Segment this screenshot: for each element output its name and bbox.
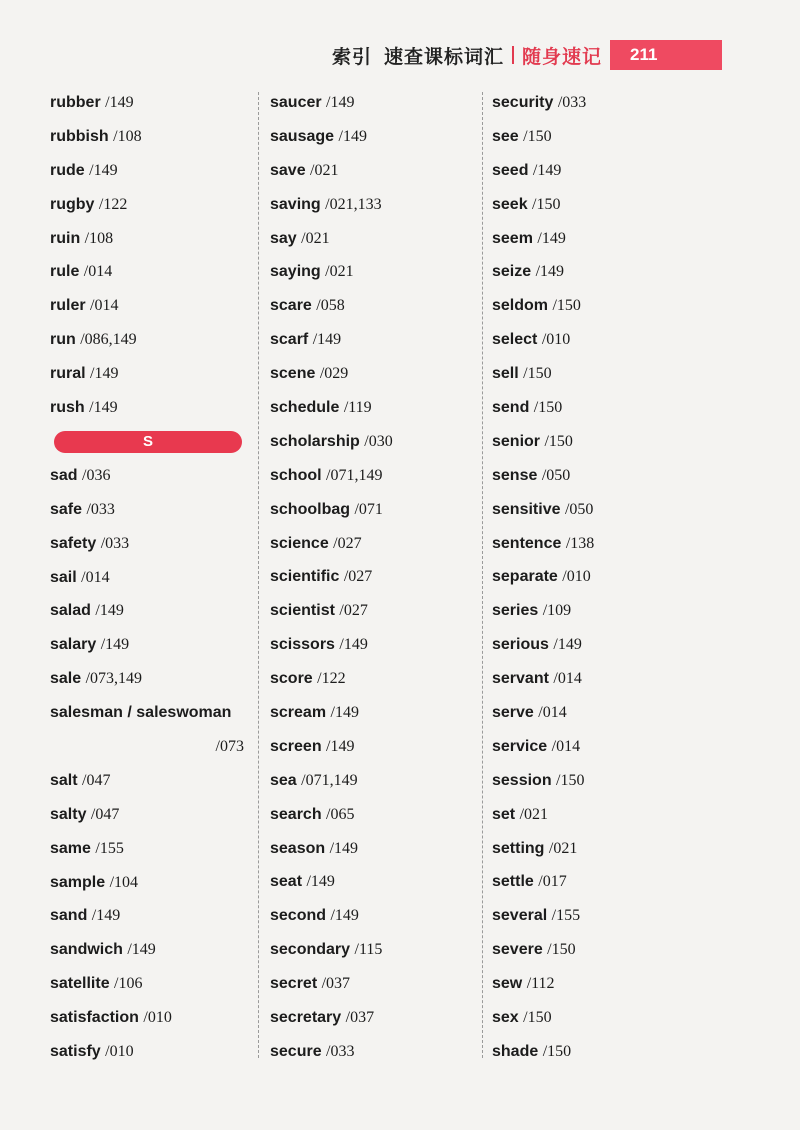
index-entry <box>492 255 712 289</box>
entry-pages: /010 <box>541 331 571 349</box>
index-entry <box>50 1035 250 1069</box>
index-entry <box>492 662 712 696</box>
index-entry <box>492 933 712 967</box>
entry-word: scare <box>270 297 312 315</box>
index-entry <box>492 391 712 425</box>
entry-pages: /149 <box>100 636 130 654</box>
entry-word: sand <box>50 907 88 925</box>
entry-word: salad <box>50 602 91 620</box>
entry-word: secretary <box>270 1009 342 1027</box>
index-entry <box>270 696 475 730</box>
entry-word: salary <box>50 636 97 654</box>
index-entry <box>270 188 475 222</box>
entry-pages: /149 <box>330 907 359 925</box>
index-entry <box>492 730 712 764</box>
entry-word: season <box>270 839 326 857</box>
entry-word: secondary <box>270 941 351 959</box>
entry-pages: /017 <box>538 873 567 891</box>
entry-pages: /037 <box>345 1009 375 1027</box>
header-subtitle: 随身速记 <box>521 46 602 68</box>
entry-pages: /014 <box>83 263 113 281</box>
entry-word: salesman / saleswoman <box>50 704 232 722</box>
entry-word: save <box>270 161 306 179</box>
index-entry <box>270 222 475 256</box>
entry-word: sausage <box>270 127 335 145</box>
header-title: 索引 <box>331 46 372 68</box>
index-entry <box>492 86 712 120</box>
index-entry <box>492 120 712 154</box>
index-entry <box>50 1001 250 1035</box>
index-entry <box>492 594 712 628</box>
entry-word: sensitive <box>492 500 561 518</box>
index-entry <box>492 527 712 561</box>
index-entry <box>50 798 250 832</box>
entry-word: same <box>50 839 91 857</box>
entry-word: safe <box>50 500 83 518</box>
entry-pages: /029 <box>319 365 349 383</box>
entry-word: sex <box>492 1009 519 1027</box>
entry-pages: /037 <box>321 975 351 993</box>
entry-pages: /021 <box>301 229 330 247</box>
entry-word: sea <box>270 771 297 789</box>
index-entry <box>270 391 475 425</box>
entry-word: saucer <box>270 94 322 111</box>
index-entry <box>50 120 250 154</box>
entry-word: ruler <box>50 297 86 315</box>
index-entry <box>270 493 475 527</box>
index-entry <box>492 967 712 1001</box>
index-entry <box>50 899 250 933</box>
entry-pages: /047 <box>90 805 120 823</box>
entry-word: session <box>492 771 552 789</box>
entry-pages: /115 <box>354 941 383 959</box>
index-entry <box>492 188 712 222</box>
entry-pages: /150 <box>533 399 563 417</box>
entry-word: rush <box>50 399 85 417</box>
page-number: 211 <box>630 45 658 64</box>
index-entry <box>270 798 475 832</box>
entry-word: scientist <box>270 602 335 620</box>
index-entry <box>492 899 712 933</box>
entry-word: rural <box>50 365 86 383</box>
entry-word: seem <box>492 229 533 247</box>
entry-pages: /086,149 <box>80 331 137 349</box>
page-number-tab <box>610 40 722 70</box>
entry-pages: /149 <box>105 94 134 111</box>
index-entry <box>50 764 250 798</box>
index-entry <box>270 1001 475 1035</box>
entry-word: sense <box>492 466 538 484</box>
index-entry <box>50 357 250 391</box>
entry-word: sandwich <box>50 941 123 959</box>
entry-pages: /065 <box>326 805 355 823</box>
index-entry <box>50 866 250 900</box>
index-entry <box>492 1001 712 1035</box>
entry-pages: /109 <box>542 602 572 620</box>
index-entry <box>50 832 250 866</box>
index-entry <box>270 832 475 866</box>
entry-word: scholarship <box>270 432 360 450</box>
entry-pages: /155 <box>551 907 581 925</box>
entry-word: rugby <box>50 195 95 213</box>
index-entry <box>50 222 250 256</box>
entry-pages: /030 <box>364 432 393 450</box>
entry-pages: /149 <box>95 602 124 620</box>
index-entry <box>50 561 250 595</box>
entry-word: say <box>270 229 297 247</box>
entry-pages: /014 <box>551 737 581 755</box>
index-entry <box>492 832 712 866</box>
entry-word: sale <box>50 670 82 688</box>
entry-word: run <box>50 331 76 349</box>
entry-word: setting <box>492 839 545 857</box>
index-entry <box>50 933 250 967</box>
entry-word: seldom <box>492 297 549 315</box>
entry-pages: /150 <box>556 771 585 789</box>
entry-word: sample <box>50 873 106 891</box>
entry-word: serve <box>492 704 534 722</box>
entry-pages: /014 <box>538 704 567 722</box>
entry-pages: /149 <box>329 839 359 857</box>
entry-word: set <box>492 805 516 823</box>
index-entry <box>270 255 475 289</box>
page-header <box>332 40 722 70</box>
entry-pages: /073,149 <box>85 670 143 688</box>
entry-word: ruin <box>50 229 81 247</box>
index-entry <box>50 628 250 662</box>
entry-word: sew <box>492 975 523 993</box>
entry-pages: /149 <box>306 873 335 891</box>
entry-word: search <box>270 805 322 823</box>
entry-pages: /155 <box>95 839 124 857</box>
entry-word: several <box>492 907 548 925</box>
entry-pages: /036 <box>82 466 111 484</box>
entry-pages: /149 <box>326 94 355 111</box>
entry-word: servant <box>492 670 549 688</box>
index-entry <box>50 696 250 730</box>
entry-pages: /122 <box>98 195 128 213</box>
index-entry <box>50 594 250 628</box>
entry-pages: /149 <box>338 127 367 145</box>
entry-word: seek <box>492 195 528 213</box>
entry-pages: /150 <box>542 1042 572 1060</box>
index-entry <box>270 459 475 493</box>
column-divider-left <box>258 92 259 1058</box>
entry-word: rule <box>50 263 80 281</box>
index-entry <box>270 730 475 764</box>
entry-pages: /033 <box>557 94 587 111</box>
entry-pages: /122 <box>317 670 346 688</box>
index-entry <box>270 1035 475 1069</box>
index-entry <box>50 527 250 561</box>
entry-pages: /149 <box>89 399 118 417</box>
entry-group-s-1 <box>50 459 250 730</box>
entry-word: science <box>270 534 329 552</box>
entry-pages: /150 <box>523 365 552 383</box>
entry-pages: /027 <box>343 568 373 586</box>
entry-word: rubbish <box>50 127 109 145</box>
entry-pages: /149 <box>537 229 566 247</box>
entry-pages: /014 <box>81 568 110 586</box>
index-entry <box>50 289 250 323</box>
index-entry <box>270 357 475 391</box>
header-separator <box>512 46 514 64</box>
entry-word: rude <box>50 161 85 179</box>
entry-word: security <box>492 94 554 111</box>
entry-word: sell <box>492 365 519 383</box>
entry-pages: /021,133 <box>325 195 382 213</box>
entry-word: sad <box>50 466 78 484</box>
entry-word: screen <box>270 737 322 755</box>
index-entry <box>270 425 475 459</box>
entry-word: sail <box>50 568 77 586</box>
entry-pages: /071 <box>354 500 383 518</box>
entry-pages: /033 <box>100 534 130 552</box>
entry-pages: /014 <box>90 297 119 315</box>
entry-pages: /108 <box>84 229 114 247</box>
index-entry <box>270 560 475 594</box>
index-entry <box>270 527 475 561</box>
index-entry <box>50 154 250 188</box>
entry-word: satisfaction <box>50 1009 139 1027</box>
index-entry <box>50 662 250 696</box>
index-entry <box>50 391 250 425</box>
entry-pages: /150 <box>547 941 576 959</box>
entry-pages: /138 <box>565 534 595 552</box>
entry-word: saving <box>270 195 321 213</box>
entry-pages: /027 <box>339 602 368 620</box>
header-section: 速查课标词汇 <box>383 46 504 68</box>
entry-word: scene <box>270 365 316 383</box>
entry-pages: /021 <box>548 839 578 857</box>
entry-word: scientific <box>270 568 340 586</box>
entry-word: select <box>492 331 538 349</box>
entry-pages: /021 <box>310 161 339 179</box>
entry-word: schoolbag <box>270 500 351 518</box>
entry-pages: /021 <box>325 263 354 281</box>
index-entry <box>270 323 475 357</box>
entry-word: see <box>492 127 519 145</box>
index-entry <box>270 933 475 967</box>
index-entry <box>270 154 475 188</box>
index-entry <box>270 899 475 933</box>
index-entry <box>492 459 712 493</box>
entry-pages: /119 <box>343 399 372 417</box>
index-entry <box>492 222 712 256</box>
index-entry <box>270 662 475 696</box>
entry-continuation: /073 <box>215 738 244 756</box>
index-entry <box>50 493 250 527</box>
index-entry <box>270 764 475 798</box>
entry-pages: /027 <box>333 534 362 552</box>
section-letter: S <box>142 432 153 450</box>
index-entry <box>50 255 250 289</box>
entry-word: scarf <box>270 331 309 349</box>
entry-group-r <box>50 86 250 425</box>
entry-pages: /149 <box>312 331 342 349</box>
entry-word: schedule <box>270 399 340 417</box>
index-entry <box>270 120 475 154</box>
entry-word: seize <box>492 263 532 281</box>
entry-pages: /047 <box>82 771 111 789</box>
index-entry <box>270 594 475 628</box>
section-letter-bar <box>54 431 242 453</box>
index-entry <box>492 154 712 188</box>
index-entry <box>492 865 712 899</box>
entry-pages: /071,149 <box>326 466 383 484</box>
entry-pages: /112 <box>526 975 555 993</box>
index-column-2 <box>270 86 475 1069</box>
entry-word: seat <box>270 873 303 891</box>
index-entry <box>492 764 712 798</box>
entry-word: scream <box>270 704 327 722</box>
entry-word: serious <box>492 636 549 654</box>
entry-pages: /010 <box>105 1043 134 1061</box>
entry-pages: /149 <box>326 737 355 755</box>
index-entry <box>492 323 712 357</box>
entry-word: sentence <box>492 534 562 552</box>
index-entry <box>270 628 475 662</box>
entry-pages: /058 <box>316 297 345 315</box>
entry-pages: /033 <box>326 1042 355 1060</box>
entry-word: separate <box>492 568 558 586</box>
entry-pages: /149 <box>127 941 156 959</box>
entry-pages: /149 <box>532 161 562 179</box>
entry-word: salt <box>50 771 78 789</box>
index-entry <box>270 86 475 120</box>
index-entry <box>492 560 712 594</box>
entry-word: rubber <box>50 94 101 111</box>
entry-word: school <box>270 466 322 484</box>
index-entry <box>270 967 475 1001</box>
index-entry <box>492 696 712 730</box>
entry-pages: /149 <box>330 704 359 722</box>
entry-pages: /021 <box>519 805 549 823</box>
entry-pages: /149 <box>339 636 368 654</box>
index-entry <box>50 459 250 493</box>
entry-word: secret <box>270 975 318 993</box>
index-entry <box>50 188 250 222</box>
index-column-3 <box>492 86 712 1069</box>
entry-word: seed <box>492 161 529 179</box>
entry-pages: /071,149 <box>301 771 358 789</box>
entry-pages: /104 <box>109 873 139 891</box>
entry-word: series <box>492 602 539 620</box>
entry-pages: /149 <box>89 161 118 179</box>
index-entry <box>492 628 712 662</box>
entry-pages: /150 <box>544 432 573 450</box>
entry-pages: /010 <box>143 1009 172 1027</box>
index-entry <box>492 289 712 323</box>
entry-pages: /149 <box>535 263 565 281</box>
index-column-1 <box>50 86 250 1069</box>
entry-pages: /108 <box>113 127 142 145</box>
entry-word: score <box>270 670 313 688</box>
index-entry <box>492 493 712 527</box>
index-entry <box>270 289 475 323</box>
index-entry <box>50 967 250 1001</box>
entry-pages: /014 <box>553 670 582 688</box>
index-entry <box>50 86 250 120</box>
entry-group-2 <box>270 86 475 1069</box>
entry-pages: /150 <box>532 195 561 213</box>
entry-pages: /150 <box>523 127 552 145</box>
index-entry <box>492 1035 712 1069</box>
entry-pages: /149 <box>553 636 582 654</box>
entry-pages: /149 <box>90 365 119 383</box>
entry-pages: /010 <box>562 568 591 586</box>
entry-pages: /150 <box>552 297 581 315</box>
entry-word: satisfy <box>50 1043 101 1061</box>
entry-word: satellite <box>50 975 110 993</box>
entry-group-3 <box>492 86 712 1069</box>
index-entry <box>492 357 712 391</box>
entry-group-s-2 <box>50 764 250 1069</box>
entry-word: second <box>270 907 327 925</box>
entry-word: safety <box>50 534 97 552</box>
entry-pages: /050 <box>541 466 571 484</box>
index-entry <box>492 425 712 459</box>
entry-word: service <box>492 737 548 755</box>
entry-word: salty <box>50 805 87 823</box>
entry-word: severe <box>492 941 543 959</box>
entry-pages: /050 <box>564 500 594 518</box>
entry-word: send <box>492 399 530 417</box>
entry-word: settle <box>492 873 534 891</box>
entry-word: shade <box>492 1042 539 1060</box>
entry-pages: /150 <box>523 1009 552 1027</box>
column-divider-right <box>482 92 483 1058</box>
entry-pages: /033 <box>86 500 115 518</box>
index-entry <box>492 798 712 832</box>
index-entry <box>270 865 475 899</box>
entry-word: secure <box>270 1042 322 1060</box>
entry-word: scissors <box>270 636 335 654</box>
entry-word: senior <box>492 432 541 450</box>
index-entry <box>50 323 250 357</box>
entry-word: saying <box>270 263 321 281</box>
entry-pages: /149 <box>91 907 121 925</box>
entry-pages: /106 <box>114 975 143 993</box>
